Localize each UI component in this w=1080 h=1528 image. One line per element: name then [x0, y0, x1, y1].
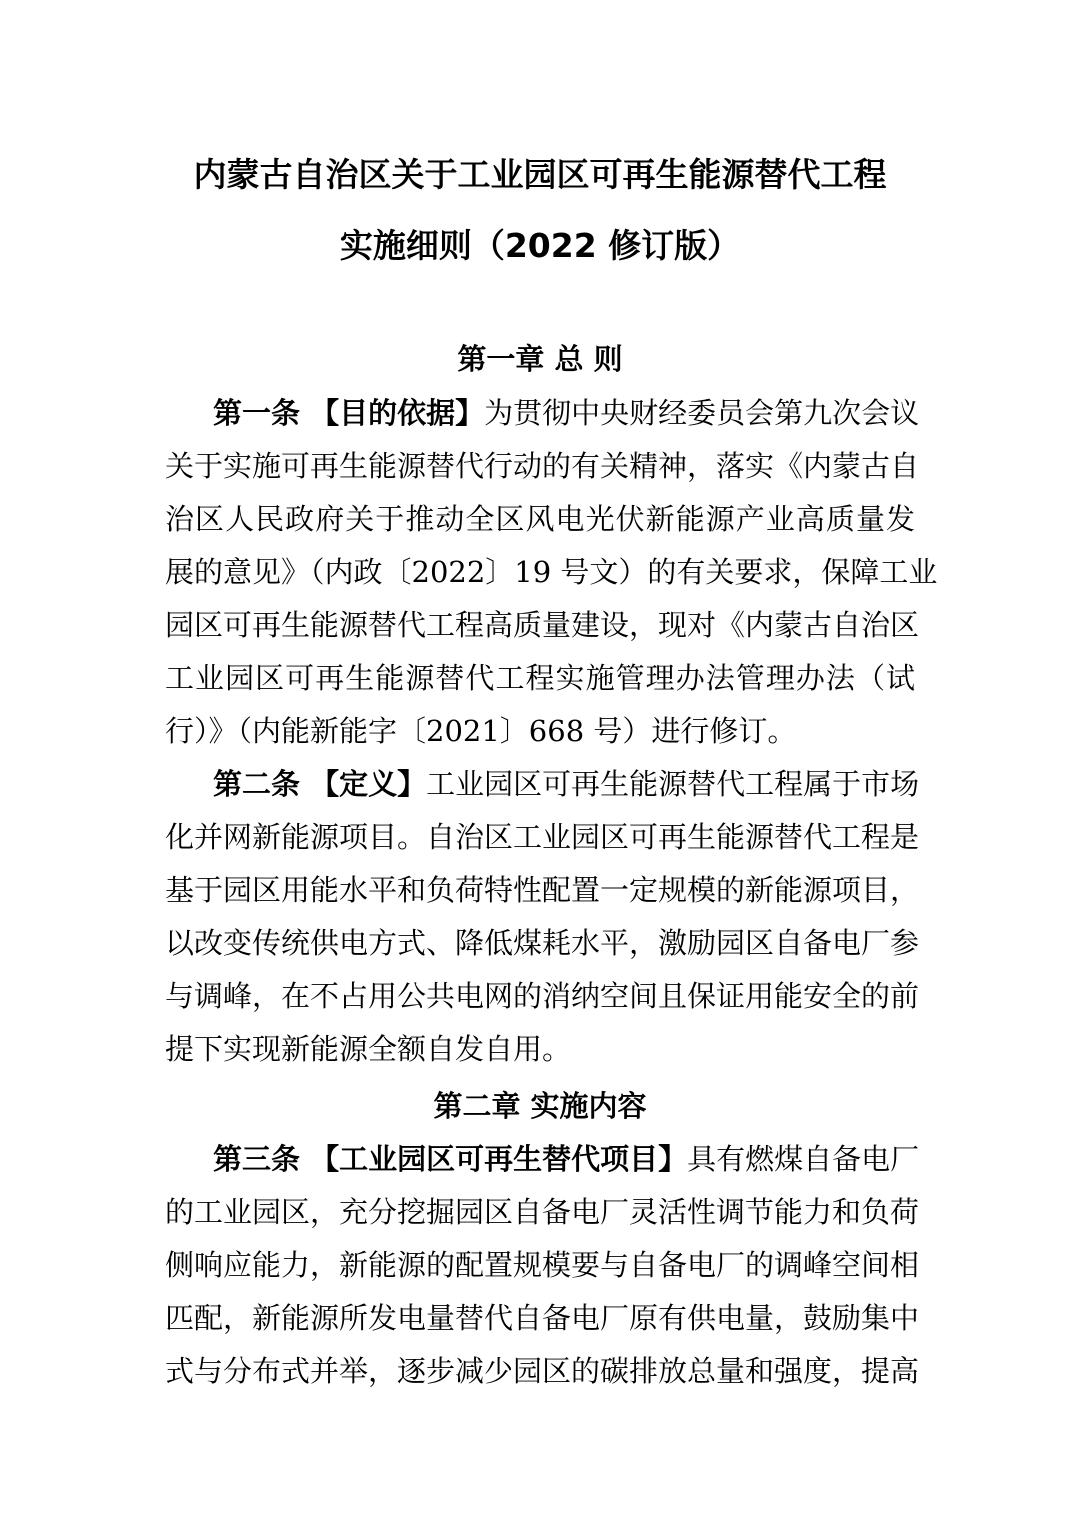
document-title-line-1: 内蒙古自治区关于工业园区可再生能源替代工程 — [193, 155, 887, 194]
article-1-line-3: 治区人民政府关于推动全区风电光伏新能源产业高质量发 — [165, 502, 915, 536]
article-1-line-4: 展的意见》（内政〔2022〕19 号文）的有关要求，保障工业 — [165, 555, 938, 589]
article-3-line-4: 匹配，新能源所发电量替代自备电厂原有供电量，鼓励集中 — [165, 1301, 920, 1335]
article-2-line-5: 与调峰，在不占用公共电网的消纳空间且保证用能安全的前 — [165, 979, 920, 1013]
chapter-2-heading: 第二章 实施内容 — [433, 1089, 647, 1123]
article-2-line-4: 以改变传统供电方式、降低煤耗水平，激励园区自备电厂参 — [165, 926, 920, 960]
article-1-heading: 第一条 【目的依据】 — [213, 396, 485, 430]
article-1-line-2: 关于实施可再生能源替代行动的有关精神，落实《内蒙古自 — [165, 449, 920, 483]
article-1-line-1 — [213, 394, 920, 432]
article-3-line-2: 的工业园区，充分挖掘园区自备电厂灵活性调节能力和负荷 — [165, 1195, 920, 1229]
article-3-line-1 — [213, 1140, 920, 1178]
article-2-line-3: 基于园区用能水平和负荷特性配置一定规模的新能源项目， — [165, 873, 920, 907]
article-1-line-7: 行）》（内能新能字〔2021〕668 号）进行修订。 — [165, 714, 797, 748]
article-3-heading: 第三条 【工业园区可再生替代项目】 — [213, 1142, 688, 1176]
article-2-text: 工业园区可再生能源替代工程属于市场 — [426, 767, 920, 801]
article-1-line-6: 工业园区可再生能源替代工程实施管理办法管理办法（试 — [165, 661, 915, 695]
document-title-line-2: 实施细则（2022 修订版） — [339, 226, 741, 265]
article-3-line-5: 式与分布式并举，逐步减少园区的碳排放总量和强度，提高 — [165, 1354, 920, 1388]
article-1-line-5: 园区可再生能源替代工程高质量建设，现对《内蒙古自治区 — [165, 608, 920, 642]
article-1-text: 为贯彻中央财经委员会第九次会议 — [484, 396, 920, 430]
article-2-line-1 — [213, 765, 920, 803]
article-2-line-2: 化并网新能源项目。自治区工业园区可再生能源替代工程是 — [165, 820, 920, 854]
article-3-line-3: 侧响应能力，新能源的配置规模要与自备电厂的调峰空间相 — [165, 1248, 920, 1282]
article-2-line-6: 提下实现新能源全额自发自用。 — [165, 1032, 572, 1066]
article-2-heading: 第二条 【定义】 — [213, 767, 427, 801]
chapter-1-heading: 第一章 总 则 — [457, 342, 623, 376]
article-3-text: 具有燃煤自备电厂 — [687, 1142, 920, 1176]
